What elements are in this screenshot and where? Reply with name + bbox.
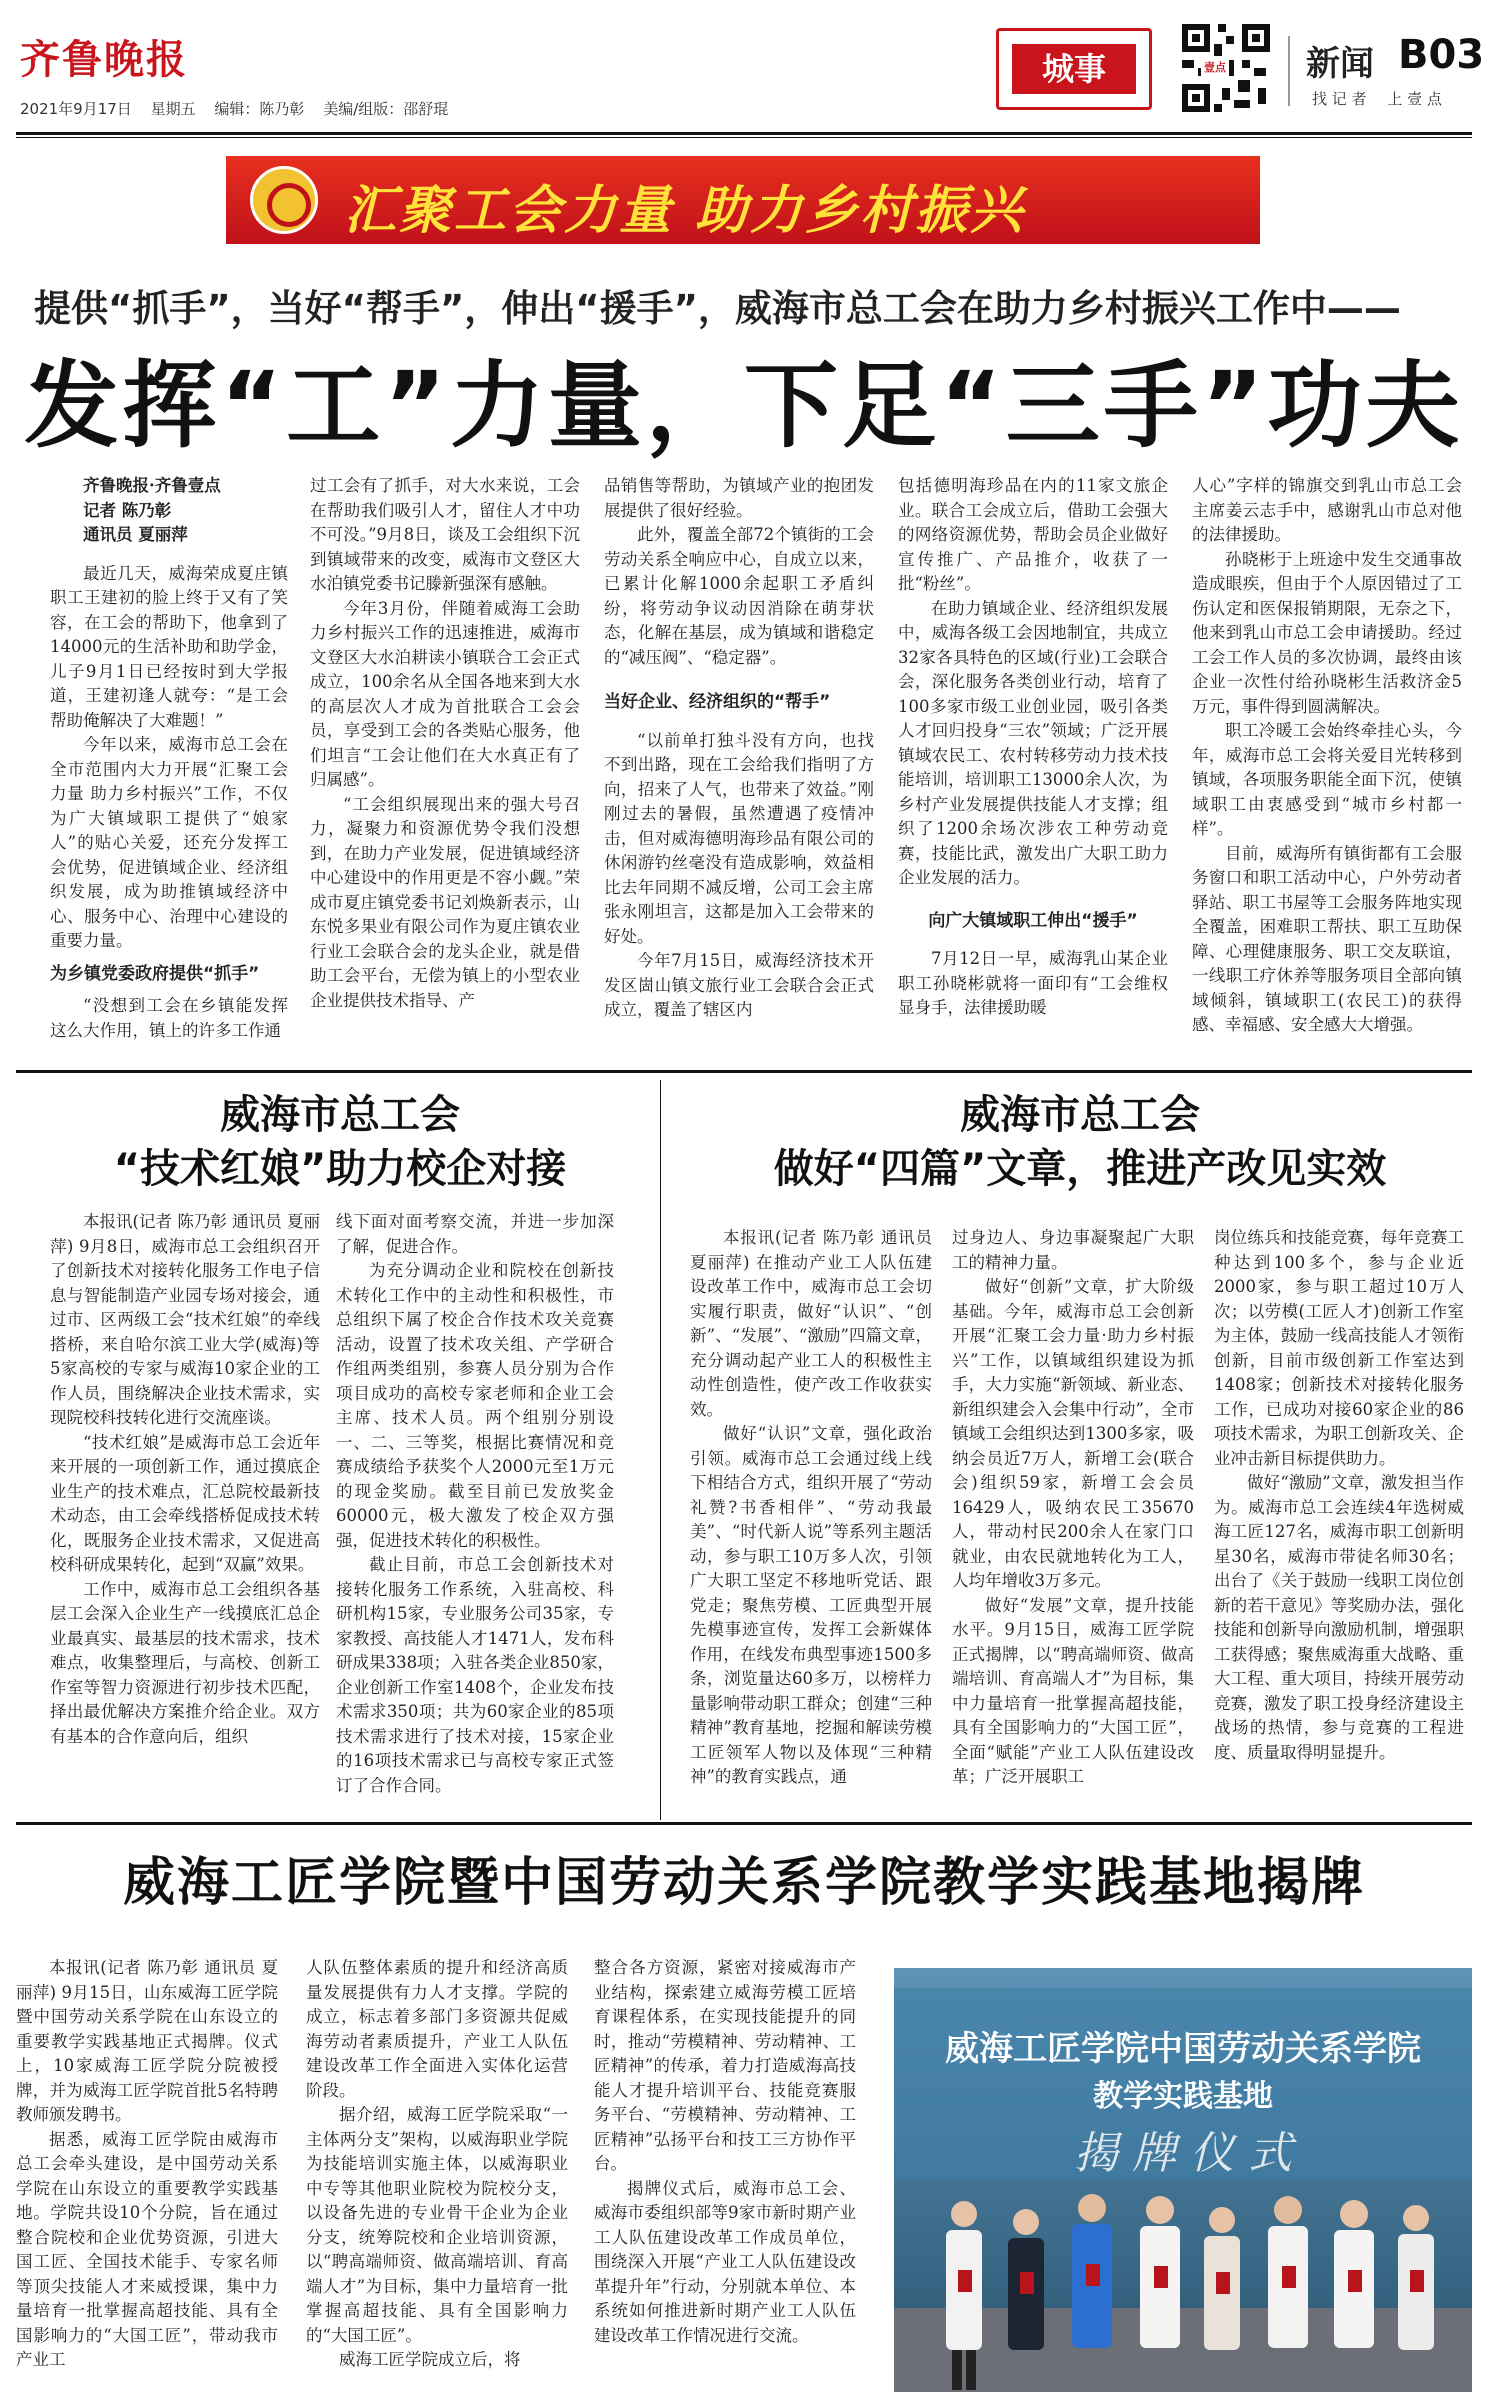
lead-paragraph: 人心”字样的锦旗交到乳山市总工会主席姜云志手中，感谢乳山市总对他的法律援助。 bbox=[1192, 476, 1462, 544]
story2-column-1 bbox=[50, 1210, 320, 1810]
lead-paragraph: 今年7月15日，威海经济技术开发区崮山镇文旅行业工会联合会正式成立，覆盖了辖区内 bbox=[604, 951, 874, 1019]
qr-code-label: 壹点 bbox=[1201, 58, 1229, 76]
story3-paragraph: 做好“激励”文章，激发担当作为。威海市总工会连续4年选树威海工匠127名，威海市职工创新明星30名，威海市带徒名师30名；出台了《关于鼓励一线职工岗位创新的若干意见》等奖励办法，强化技能和创新导向激励机制，增强职工获得感；聚焦威海重大战略、重大工程、重大项目，持续开展劳动竞赛，激发了职工投身经济建设主战场的热情，参与竞赛的工程进度、质量取得明显提升。 bbox=[1214, 1473, 1464, 1762]
lead-paragraph: 孙晓彬于上班途中发生交通事故造成眼疾，但由于个人原因错过了工伤认定和医保报销期限，无奈之下，他来到乳山市总工会申请援助。经过工会工作人员的多次协调，最终由该企业一次性付给孙晓彬生活救济金5万元，事件得到圆满解决。 bbox=[1192, 549, 1462, 716]
story4-paragraph: 人队伍整体素质的提升和经济高质量发展提供有力人才支撑。学院的成立，标志着多部门多资源共促威海劳动者素质提升，产业工人队伍建设改革工作全面进入实体化运营阶段。 bbox=[306, 1958, 568, 2100]
masthead bbox=[16, 14, 1485, 132]
story4-column-3 bbox=[594, 1956, 856, 2386]
story3-headline-line-1: 威海市总工会 bbox=[960, 1092, 1200, 1138]
photo-banner-line-1: 威海工匠学院中国劳动关系学院 bbox=[945, 2029, 1421, 2069]
story3-paragraph: 做好“认识”文章，强化政治引领。威海市总工会通过线上线下相结合方式，组织开展了“劳动礼赞?书香相伴”、“劳动我最美”、“时代新人说”等系列主题活动，参与职工10万多人次，引领广大职工坚定不移地听党话、跟党走；聚焦劳模、工匠典型开展先模事迹宣传，发挥工会新媒体作用，在线发布典型事迹1500多条，浏览量达60多万，以榜样力量影响带动职工群众；创建“三种精神”教育基地，挖掘和解读劳模工匠领军人物以及体现“三种精神”的教育实践点，通 bbox=[690, 1424, 932, 1786]
page-number: B03 bbox=[1398, 32, 1485, 78]
lead-paragraph: 在助力镇域企业、经济组织发展中，威海各级工会因地制宜，共成立32家各具特色的区域(行业)工会联合会，深化服务各类创业行动，培育了100多家市级工业创业园，吸引各类人才回归投身“三农”领域；广泛开展镇域农民工、农村转移劳动力技术技能培训，培训职工13000余人次，为乡村产业发展提供技能人才支撑；组织了1200余场次涉农工种劳动竞赛，技能比武，激发出广大职工助力企业发展的活力。 bbox=[898, 598, 1168, 887]
column-divider bbox=[660, 1080, 661, 1820]
story4-paragraph: 威海工匠学院成立后，将 bbox=[339, 2350, 521, 2369]
lead-column-3 bbox=[604, 474, 874, 1064]
issue-date: 2021年9月17日 bbox=[20, 100, 132, 118]
lead-paragraph: 品销售等帮助，为镇域产业的抱团发展提供了很好经验。 bbox=[604, 476, 874, 520]
lead-paragraph: 此外，覆盖全部72个镇街的工会劳动关系全响应中心，自成立以来，已累计化解1000余起职工矛盾纠纷，将劳动争议动因消除在萌芽状态，化解在基层，成为镇域和谐稳定的“减压阀”、“稳定器”。 bbox=[604, 525, 874, 667]
story4-column-1 bbox=[16, 1956, 278, 2386]
lead-subhead-3: 向广大镇域职工伸出“援手” bbox=[928, 910, 1138, 931]
story4-column-2 bbox=[306, 1956, 568, 2386]
story2-paragraph: “技术红娘”是威海市总工会近年来开展的一项创新工作，通过摸底企业生产的技术难点，汇总院校最新技术动态，由工会牵线搭桥促成技术转化，既服务企业技术需求，又促进高校科研成果转化，起到“双赢”效果。 bbox=[50, 1432, 320, 1574]
story3-column-3 bbox=[1214, 1226, 1464, 1812]
ceremony-photo-illustration bbox=[894, 1968, 1472, 2392]
story3-paragraph: 本报讯(记者 陈乃彰 通讯员 夏丽萍) 在推动产业工人队伍建设改革工作中，威海市总工会切实履行职责，做好“认识”、“创新”、“发展”、“激励”四篇文章，充分调动起产业工人的积极性主动性创造性，使产改工作收获实效。 bbox=[690, 1228, 932, 1419]
masthead-rule-thin bbox=[16, 137, 1472, 138]
story3-paragraph: 岗位练兵和技能竞赛，每年竞赛工种达到100多个，参与企业近2000家，参与职工超过10万人次；以劳模(工匠人才)创新工作室为主体，鼓励一线高技能人才领衔创新，目前市级创新工作室达到1408家；创新技术对接转化服务工作，已成功对接60家企业的86项技术需求，为职工创新攻关、企业冲击新目标提供助力。 bbox=[1214, 1228, 1464, 1468]
story3-bottom-rule bbox=[16, 1822, 1472, 1825]
story4-paragraph: 据悉，威海工匠学院由威海市总工会牵头建设，是中国劳动关系学院在山东设立的重要教学实践基地。学院共设10个分院，旨在通过整合院校和企业优势资源，引进大国工匠、全国技术能手、专家名师等顶尖技能人才来威授课，集中力量培育一批掌握高超技能、具有全国影响力的“大国工匠”，带动我市产业工 bbox=[16, 2129, 278, 2369]
story2-paragraph: 工作中，威海市总工会组织各基层工会深入企业生产一线摸底汇总企业最真实、最基层的技术需求，技术难点，收集整理后，与高校、创新工作室等智力资源进行初步技术匹配，择出最优解决方案推介给企业。双方有基本的合作意向后，组织 bbox=[50, 1579, 320, 1746]
section-tag-label: 城事 bbox=[1012, 44, 1136, 94]
issue-weekday: 星期五 bbox=[150, 100, 196, 118]
contact-line bbox=[1312, 88, 1458, 109]
issue-line bbox=[20, 98, 462, 119]
story3-paragraph: 做好“创新”文章，扩大阶级基础。今年，威海市总工会创新开展“汇聚工会力量·助力乡村振兴”工作，以镇域组织建设为抓手，大力实施“新领域、新业态、新组织建会入会集中行动”，全市镇域工会组织达到1300多家，吸纳会员近7万人，新增工会(联合会)组织59家，新增工会会员16429人，吸纳农民工35670人，带动村民200余人在家门口就业，由农民就地转化为工人，人均年增收3万多元。 bbox=[952, 1277, 1194, 1590]
editor-credit: 编辑：陈乃彰 bbox=[214, 100, 305, 118]
story3-headline bbox=[700, 1088, 1460, 1196]
story3-headline-line-2: 做好“四篇”文章，推进产改见实效 bbox=[773, 1146, 1387, 1192]
story4-headline: 威海工匠学院暨中国劳动关系学院教学实践基地揭牌 bbox=[122, 1853, 1365, 1913]
story2-headline-line-1: 威海市总工会 bbox=[220, 1092, 460, 1138]
lead-paragraph: 包括德明海珍品在内的11家文旅企业。联合工会成立后，借助工会强大的网络资源优势，帮助会员企业做好宣传推广、产品推介，收获了一批“粉丝”。 bbox=[898, 476, 1168, 593]
masthead-divider bbox=[1288, 36, 1290, 106]
lead-byline-3: 通讯员 夏丽萍 bbox=[83, 525, 188, 544]
story3-paragraph: 做好“发展”文章，提升技能水平。9月15日，威海工匠学院正式揭牌，以“聘高端师资、做高端培训、育高端人才”为目标，集中力量培育一批掌握高超技能，具有全国影响力的“大国工匠”，全面“赋能”产业工人队伍建设改革；广泛开展职工 bbox=[952, 1595, 1194, 1786]
story2-headline bbox=[60, 1088, 620, 1196]
story4-paragraph: 本报讯(记者 陈乃彰 通讯员 夏丽萍) 9月15日，山东威海工匠学院暨中国劳动关系学院在山东设立的重要教学实践基地正式揭牌。仪式上，10家威海工匠学院分院被授牌，并为威海工匠学院首批5名特聘教师颁发聘书。 bbox=[16, 1958, 278, 2124]
lead-paragraph: 目前，威海所有镇街都有工会服务窗口和职工活动中心，户外劳动者驿站、职工书屋等工会服务阵地实现全覆盖，困难职工帮扶、职工互助保障、心理健康服务、职工交友联谊，一线职工疗休养等服务项目全部向镇域倾斜，镇域职工(农民工)的获得感、幸福感、安全感大大增强。 bbox=[1192, 843, 1462, 1034]
lead-column-1 bbox=[50, 474, 288, 1064]
contact-app: 上 壹 点 bbox=[1387, 90, 1442, 108]
lead-bottom-rule bbox=[16, 1070, 1472, 1073]
lead-subhead-2: 当好企业、经济组织的“帮手” bbox=[604, 692, 831, 712]
lead-paragraph: “没想到工会在乡镇能发挥这么大作用，镇上的许多工作通 bbox=[50, 996, 288, 1040]
lead-paragraph: “以前单打独斗没有方向，也找不到出路，现在工会给我们指明了方向，招来了人气，也带来了效益。”刚刚过去的暑假，虽然遭遇了疫情冲击，但对威海德明海珍品有限公司的休闲游钓丝毫没有造成影响，效益相比去年同期不减反增，公司工会主席张永刚坦言，这都是加入工会带来的好处。 bbox=[604, 730, 874, 946]
lead-column-4 bbox=[898, 474, 1168, 1064]
lead-paragraph: 今年3月份，伴随着威海工会助力乡村振兴工作的迅速推进，威海市文登区大水泊耕读小镇联合工会正式成立，100余名从全国各地来到大水的高层次人才成为首批联合工会会员，享受到工会的各类贴心服务，他们坦言“工会让他们在大水真正有了归属感”。 bbox=[310, 598, 580, 789]
photo-banner-line-3: 揭 牌 仪 式 bbox=[1074, 2128, 1292, 2179]
story2-headline-line-2: “技术红娘”助力校企对接 bbox=[113, 1146, 567, 1192]
story2-paragraph: 截止目前，市总工会创新技术对接转化服务工作系统，入驻高校、科研机构15家，专业服务公司35家，专家教授、高技能人才1471人，发布科研成果338项；入驻各类企业850家，企业创新工作室1408个，企业发布技术需求350项；共为60家企业的85项技术需求进行了技术对接，15家企业的16项技术需求已与高校专家正式签订了合作合同。 bbox=[336, 1555, 614, 1795]
lead-byline-1: 齐鲁晚报·齐鲁壹点 bbox=[83, 476, 221, 495]
ceremony-photo bbox=[894, 1968, 1472, 2392]
masthead-rule bbox=[16, 132, 1472, 135]
newspaper-logo: 齐鲁晚报 bbox=[20, 36, 188, 83]
lead-paragraph: 7月12日一早，威海乳山某企业职工孙晓彬就将一面印有“工会维权显身手，法律援助暖 bbox=[898, 949, 1168, 1017]
lead-paragraph: 职工冷暖工会始终牵挂心头，今年，威海市总工会将关爱目光转移到镇域，各项服务职能全面下沉，使镇域职工由衷感受到“城市乡村都一样”。 bbox=[1192, 721, 1462, 838]
lead-paragraph: “工会组织展现出来的强大号召力，凝聚力和资源优势令我们没想到，在助力产业发展，促进镇域经济中心建设中的作用更是不容小觑。”荣成市夏庄镇党委书记刘焕新表示，山东悦多果业有限公司作为夏庄镇农业行业工会联合会的龙头企业，就是借助工会平台，无偿为镇上的小型农业企业提供技术指导、产 bbox=[310, 794, 580, 1010]
lead-kicker: 提供“抓手”，当好“帮手”，伸出“援手”，威海市总工会在助力乡村振兴工作中—— bbox=[34, 287, 1401, 330]
section-tag bbox=[996, 28, 1152, 110]
campaign-banner-text: 汇聚工会力量 助力乡村振兴 bbox=[344, 181, 1026, 241]
story3-column-1 bbox=[690, 1226, 932, 1812]
story3-column-2 bbox=[952, 1226, 1194, 1812]
lead-column-5 bbox=[1192, 474, 1462, 1064]
story4-paragraph: 揭牌仪式后，威海市总工会、威海市委组织部等9家市新时期产业工人队伍建设改革工作成员单位，围绕深入开展“产业工人队伍建设改革提升年”行动，分别就本单位、本系统如何推进新时期产业工人队伍建设改革工作情况进行交流。 bbox=[594, 2178, 856, 2345]
designer-credit: 美编/组版：邵舒琨 bbox=[323, 100, 449, 118]
lead-headline: 发挥“工”力量，下足“三手”功夫 bbox=[24, 352, 1464, 461]
lead-paragraph: 今年以来，威海市总工会在全市范围内大力开展“汇聚工会力量 助力乡村振兴”工作，不仅为广大镇域职工提供了“娘家人”的贴心关爱，还充分发挥工会优势，促进镇域企业、经济组织发展，成为助推镇域经济中心、服务中心、治理中心建设的重要力量。 bbox=[50, 735, 288, 950]
union-emblem-icon bbox=[250, 166, 318, 234]
page-section-name: 新闻 bbox=[1306, 44, 1374, 84]
story2-column-2 bbox=[336, 1210, 614, 1810]
story2-paragraph: 线下面对面考察交流，并进一步加深了解，促进合作。 bbox=[336, 1212, 614, 1256]
contact-find-reporter: 找 记 者 bbox=[1312, 90, 1367, 108]
story2-paragraph: 为充分调动企业和院校在创新技术转化工作中的主动性和积极性，市总组织下属了校企合作技术攻关竞赛活动，设置了技术攻关组、产学研合作组两类组别，参赛人员分别为合作项目成功的高校专家老师和企业工会主席、技术人员。两个组别分别设一、二、三等奖，根据比赛情况和竞赛成绩给予获奖个人2000元至1万元的现金奖励。截至目前已发放奖金60000元，极大激发了校企双方强强，促进技术转化的积极性。 bbox=[336, 1261, 614, 1550]
campaign-banner bbox=[226, 156, 1260, 244]
story3-paragraph: 过身边人、身边事凝聚起广大职工的精神力量。 bbox=[952, 1228, 1194, 1272]
story4-paragraph: 整合各方资源，紧密对接威海市产业结构，探索建立威海劳模工匠培育课程体系，在实现技能提升的同时，推动“劳模精神、劳动精神、工匠精神”的传承，着力打造威海高技能人才提升培训平台、技能竞赛服务平台、“劳模精神、劳动精神、工匠精神”弘扬平台和技工三方协作平台。 bbox=[594, 1958, 856, 2173]
lead-paragraph: 最近几天，威海荣成夏庄镇职工王建初的脸上终于又有了笑容，在工会的帮助下，他拿到了14000元的生活补助和助学金，儿子9月1日已经按时到大学报道，王建初逢人就夸：“是工会帮助俺解决了大难题！” bbox=[50, 563, 288, 730]
lead-byline-2: 记者 陈乃彰 bbox=[83, 500, 172, 520]
photo-banner-line-2: 教学实践基地 bbox=[1093, 2079, 1273, 2114]
story4-paragraph: 据介绍，威海工匠学院采取“一主体两分支”架构，以威海职业学院为技能培训实施主体，以威海职业中专等其他职业院校为院校分支，以设备先进的专业骨干企业为企业分支，统筹院校和企业培训资源，以“聘高端师资、做高端培训、育高端人才”为目标，集中力量培育一批掌握高超技能、具有全国影响力的“大国工匠”。 bbox=[306, 2105, 568, 2345]
story2-paragraph: 本报讯(记者 陈乃彰 通讯员 夏丽萍) 9月8日，威海市总工会组织召开了创新技术对接转化服务工作电子信息与智能制造产业园专场对接会，通过市、区两级工会“技术红娘”的牵线搭桥，来自哈尔滨工业大学(威海)等5家高校的专家与威海10家企业的工作人员，围绕解决企业技术需求，实现院校科技转化进行交流座谈。 bbox=[50, 1212, 320, 1427]
lead-subhead-1: 为乡镇党委政府提供“抓手” bbox=[50, 963, 260, 984]
lead-column-2 bbox=[310, 474, 580, 1064]
lead-paragraph: 过工会有了抓手，对大水来说，工会在帮助我们吸引人才，留住人才中功不可没。”9月8日，谈及工会组织下沉到镇域带来的改变，威海市文登区大水泊镇党委书记滕新强深有感触。 bbox=[310, 476, 580, 593]
